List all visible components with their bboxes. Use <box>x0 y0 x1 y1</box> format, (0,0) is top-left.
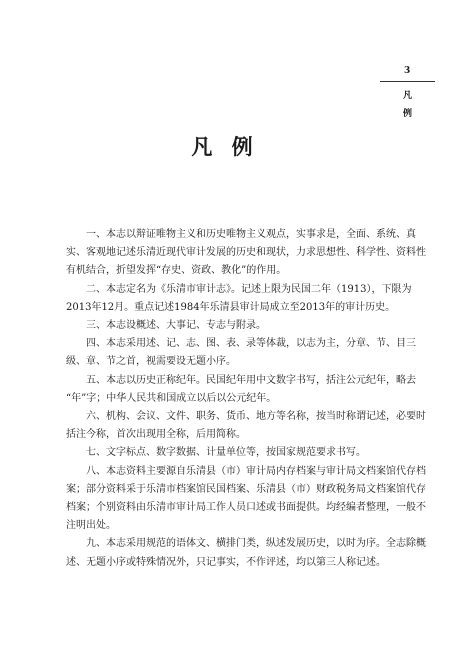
paragraph-1 <box>66 226 426 281</box>
line: 案；部分资料采于乐清市档案馆民国档案、乐清县（市）财政税务局文档案馆代存 <box>66 483 426 495</box>
paragraph-7 <box>66 444 384 462</box>
paragraph-2 <box>66 281 412 317</box>
section-char-2: 例 <box>403 109 413 119</box>
paragraph-9 <box>66 535 426 571</box>
line: 九、本志采用规范的语体文、横排门类，纵述发展历史，以时为序。全志除概 <box>86 538 426 550</box>
body-text <box>66 226 426 572</box>
line: 级、章、节之首，视需要设无题小序。 <box>66 356 236 368</box>
line: 三、本志设概述、大事记、专志与附录。 <box>86 320 266 332</box>
paragraph-8 <box>66 463 426 536</box>
line: 注明出处。 <box>66 520 116 532</box>
line: “年”字；中华人民共和国成立以后以公元纪年。 <box>66 392 277 404</box>
line: 括注今称，首次出现用全称，后用简称。 <box>66 429 246 441</box>
line: 四、本志采用述、记、志、图、表、录等体裁，以志为主，分章、节、目三 <box>86 338 416 350</box>
paragraph-3 <box>66 317 384 335</box>
line: 有机结合，折望发挥“存史、资政、教化”的作用。 <box>66 265 287 277</box>
line: 七、文字标点、数字数据、计量单位等，按国家规范要求书写。 <box>86 447 366 459</box>
line: 一、本志以辩证唯物主义和历史唯物主义观点，实事求是，全面、系统、真 <box>86 229 416 240</box>
paragraph-4 <box>66 335 416 371</box>
line: 六、机构、会议、文件、职务、货币、地方等名称，按当时称谓记述，必要时 <box>86 411 426 423</box>
line: 2013年12月。重点记述1984年乐清县审计局成立至2013年的审计历史。 <box>66 301 396 313</box>
line: 八、本志资料主要源自乐清县（市）审计局内存档案与审计局文档案馆代存档 <box>86 465 426 477</box>
line: 实、客观地记述乐清近现代审计发展的历史和现状，力求思想性、科学性、资料性 <box>66 247 426 259</box>
section-char-1: 凡 <box>403 91 413 101</box>
line: 五、本志以历史正称纪年。民国纪年用中文数字书写，括注公元纪年，略去 <box>86 374 416 386</box>
paragraph-6 <box>66 408 426 444</box>
paragraph-5 <box>66 372 416 408</box>
line: 档案；个别资料由乐清市审计局工作人员口述或书面提供。均经编者整理，一般不 <box>66 502 426 514</box>
header-rule <box>380 81 435 82</box>
line: 二、本志定名为《乐清市审计志》。记述上限为民国二年（1913），下限为 <box>86 283 412 295</box>
page-number: 3 <box>404 66 411 76</box>
line: 述、无题小序或特殊情况外，只记事实，不作评述，均以第三人称记述。 <box>66 556 386 568</box>
page-title: 凡 例 <box>191 134 259 159</box>
